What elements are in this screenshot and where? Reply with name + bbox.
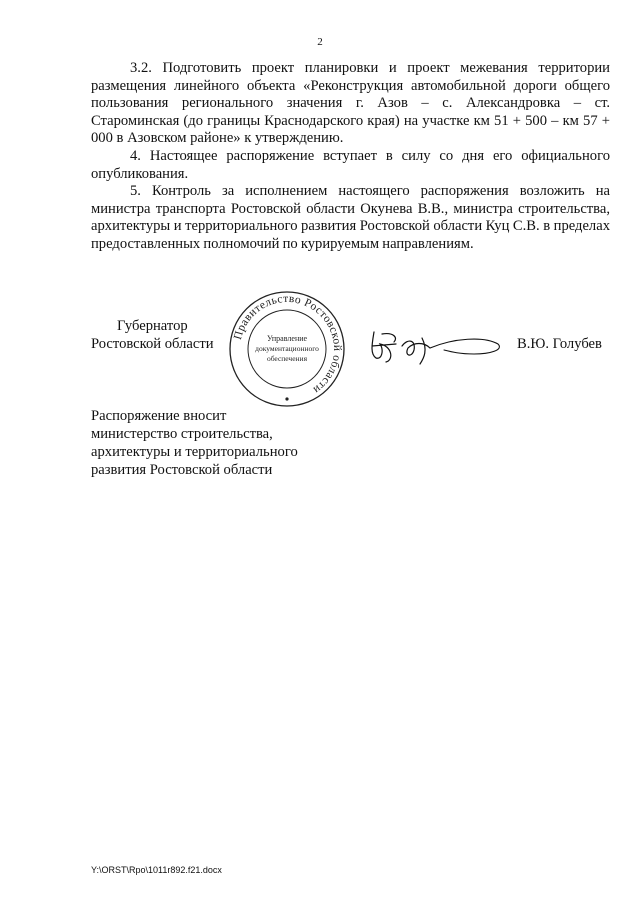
- submitted-by-block: [91, 407, 298, 479]
- signer-title-line2: Ростовской области: [91, 335, 214, 352]
- seal-ring-text: Правительство Ростовской области: [231, 292, 344, 396]
- signature-block: [0, 290, 640, 420]
- signer-title: [91, 318, 214, 353]
- submitted-by-line: министерство строительства,: [91, 426, 273, 442]
- paragraph-4: 4. Настоящее распоряжение вступает в силу со дня его официального опубликования.: [91, 147, 610, 182]
- signer-title-line1: Губернатор: [117, 318, 188, 334]
- signer-name: В.Ю. Голубев: [517, 336, 602, 352]
- document-body: [91, 60, 610, 254]
- handwritten-signature: [364, 324, 504, 368]
- submitted-by-line: Распоряжение вносит: [91, 408, 227, 424]
- seal-center-line1: Управление: [266, 334, 308, 343]
- submitted-by-line: развития Ростовской области: [91, 462, 273, 478]
- footer-file-path: Y:\ORST\Rpo\1011r892.f21.docx: [91, 865, 222, 875]
- paragraph-5: 5. Контроль за исполнением настоящего распоряжения возложить на министра транспорта Ростовской области Окунева В.В., министра строительства, архитектуры и территориального развития Ростовской области Куц С.В. в пределах предоставленных полномочий по курируемым направлениям.: [91, 183, 610, 252]
- official-seal: [228, 290, 346, 408]
- page-number: 2: [317, 36, 323, 48]
- seal-center-line2: документационного: [255, 344, 319, 353]
- paragraph-3-2: 3.2. Подготовить проект планировки и проект межевания территории размещения линейного объекта «Реконструкция автомобильной дороги общего пользования регионального значения г. Азов – с. Александровка – ст. Староминская (до границы Краснодарского края) на участке км 51 + 500 – км 57 + 000 в Азовском районе» к утверждению.: [91, 60, 610, 147]
- seal-center-line3: обеспечения: [266, 354, 308, 363]
- submitted-by-line: архитектуры и территориального: [91, 444, 298, 460]
